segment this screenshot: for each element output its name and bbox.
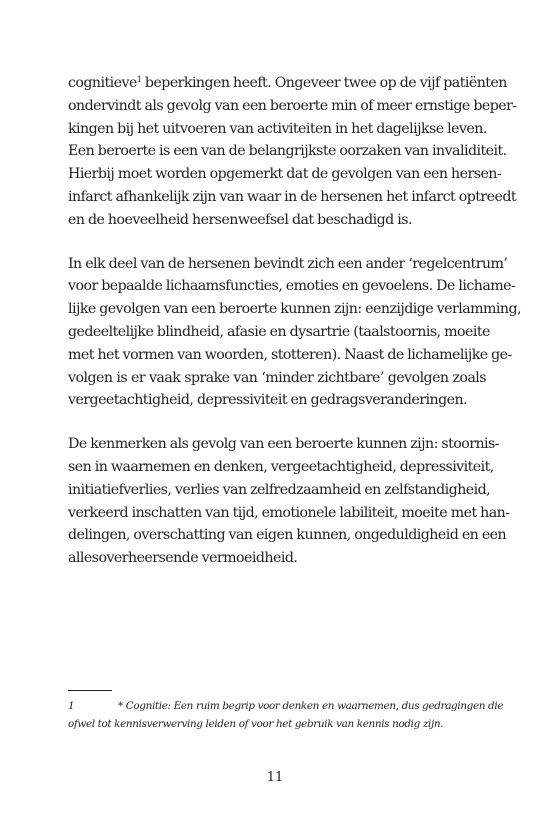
paragraph-1	[68, 72, 517, 232]
footnote	[68, 697, 504, 733]
text-line: allesoverheersende vermoeidheid.	[68, 550, 298, 567]
text-line: lijke gevolgen van een beroerte kunnen zijn: eenzijdige verlamming,	[68, 301, 521, 318]
footnote-text: * Cognitie: Een ruim begrip voor denken en waarnemen, dus gedragingen die	[118, 700, 504, 712]
text-line: volgen is er vaak sprake van ‘minder zichtbare’ gevolgen zoals	[68, 369, 486, 386]
paragraph-3	[68, 433, 510, 570]
paragraph-gap	[68, 412, 486, 433]
footnote-number: 1	[68, 700, 75, 712]
text-line	[68, 72, 507, 95]
text-line: voor bepaalde lichaamsfuncties, emoties en gevoelens. De lichame-	[68, 278, 516, 295]
text-line: vergeetachtigheid, depressiviteit en gedragsveranderingen.	[68, 392, 467, 409]
text-line: Hierbij moet worden opgemerkt dat de gevolgen van een hersen-	[68, 166, 502, 183]
text-fragment: beperkingen heeft. Ongeveer twee op de vijf patiënten	[141, 75, 507, 91]
text-line: ondervindt als gevolg van een beroerte min of meer ernstige beper-	[68, 97, 517, 114]
text-line: verkeerd inschatten van tijd, emotionele labiliteit, moeite met han-	[68, 504, 510, 521]
footnote-line: ofwel tot kennisverwerving leiden of voor het gebruik van kennis nodig zijn.	[68, 718, 444, 730]
text-line: initiatiefverlies, verlies van zelfredzaamheid en zelfstandigheid,	[68, 481, 491, 498]
text-line: De kenmerken als gevolg van een beroerte kunnen zijn: stoornis-	[68, 436, 500, 453]
paragraph-2	[68, 253, 521, 413]
text-line: sen in waarnemen en denken, vergeetachtigheid, depressiviteit,	[68, 458, 494, 475]
text-line: infarct afhankelijk zijn van waar in de hersenen het infarct optreedt	[68, 188, 517, 205]
text-line: In elk deel van de hersenen bevindt zich een ander ‘regelcentrum’	[68, 255, 508, 272]
text-line: gedeeltelijke blindheid, afasie en dysartrie (taalstoornis, moeite	[68, 323, 490, 340]
text-line: delingen, overschatting van eigen kunnen, ongeduldigheid en een	[68, 527, 507, 544]
footnote-line	[68, 697, 504, 715]
text-line: met het vormen van woorden, stotteren). Naast de lichamelijke ge-	[68, 346, 512, 363]
footnote-divider	[68, 690, 112, 691]
text-fragment: cognitieve	[68, 75, 137, 91]
paragraph-gap	[68, 232, 486, 253]
footnote-reference[interactable]: 1	[136, 75, 142, 84]
text-line: en de hoeveelheid hersenweefsel dat beschadigd is.	[68, 211, 412, 228]
page-number: 11	[266, 770, 284, 785]
body-text	[68, 72, 521, 570]
text-line: kingen bij het uitvoeren van activiteiten in het dagelijkse leven.	[68, 120, 487, 137]
text-line: Een beroerte is een van de belangrijkste oorzaken van invaliditeit.	[68, 143, 507, 160]
